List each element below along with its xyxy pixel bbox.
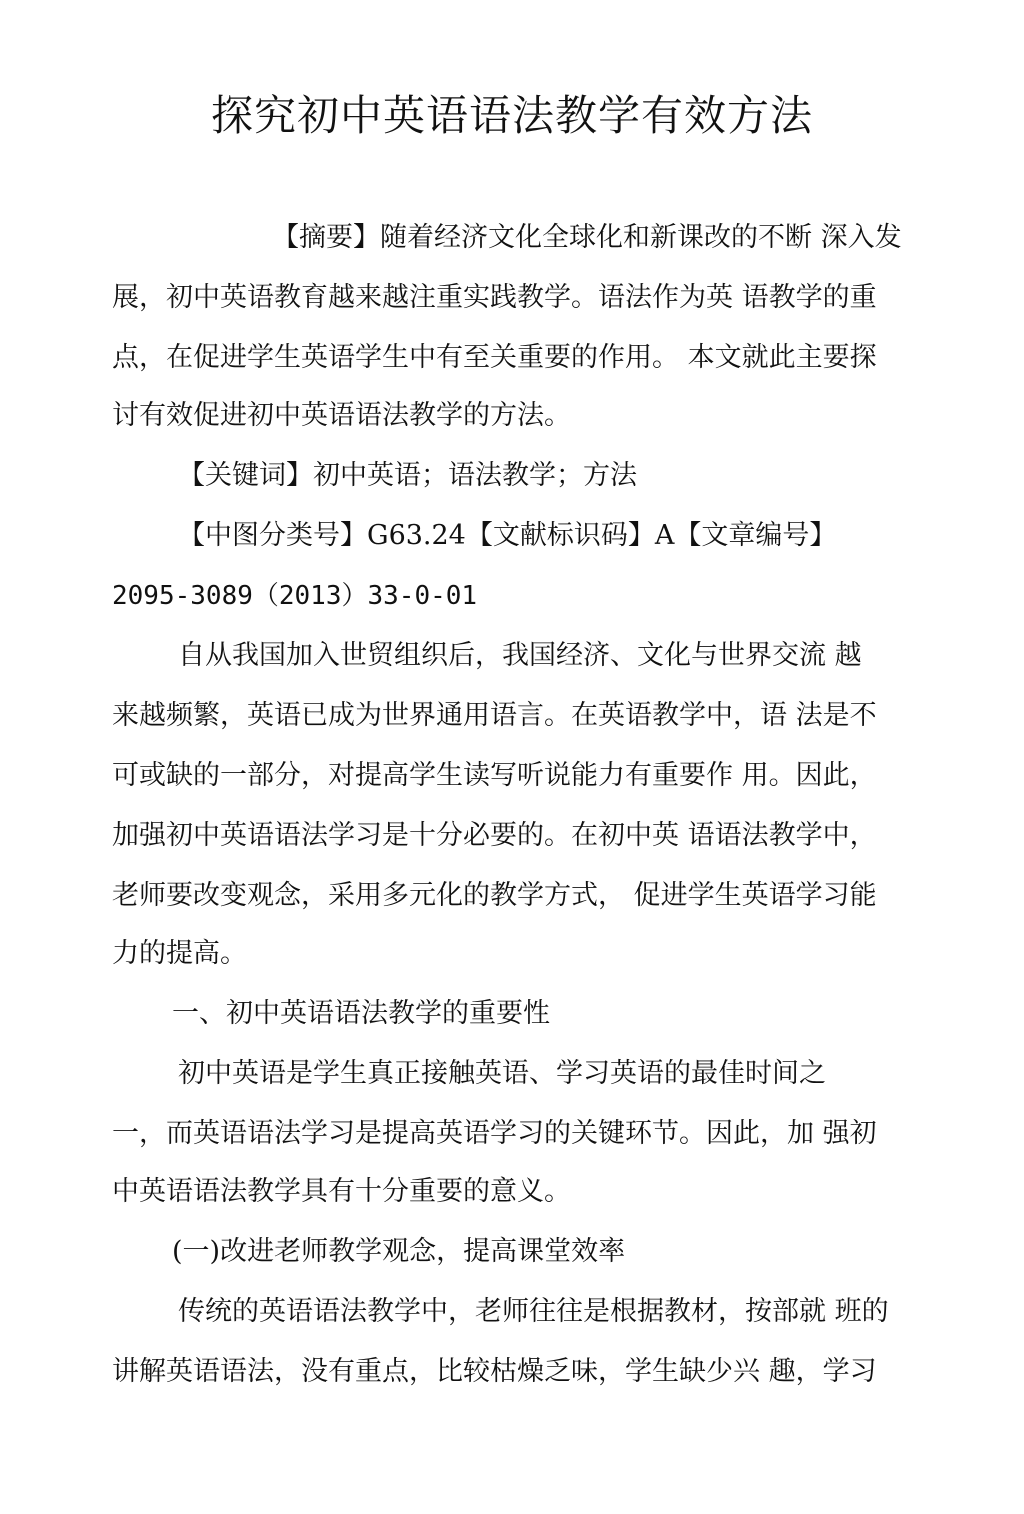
abstract-line-1: 【摘要】随着经济文化全球化和新课改的不断 深入发: [272, 222, 902, 253]
section-1-line-3: 中英语语法教学具有十分重要的意义。: [112, 1176, 571, 1207]
section-heading-1: 一、初中英语语法教学的重要性: [172, 998, 550, 1029]
subsection-1-line-2: 讲解英语语法，没有重点，比较枯燥乏味，学生缺少兴 趣，学习: [112, 1356, 877, 1387]
section-1-line-2: 一，而英语语法学习是提高英语学习的关键环节。因此，加 强初: [112, 1118, 877, 1149]
abstract-line-2: 展，初中英语教育越来越注重实践教学。语法作为英 语教学的重: [112, 282, 877, 313]
document-title: 探究初中英语语法教学有效方法: [210, 91, 813, 140]
keywords-line: 【关键词】初中英语；语法教学；方法: [178, 460, 637, 491]
intro-line-5: 老师要改变观念，采用多元化的教学方式， 促进学生英语学习能: [112, 880, 877, 911]
intro-line-4: 加强初中英语语法学习是十分必要的。在初中英 语语法教学中，: [112, 820, 877, 851]
section-1-line-1: 初中英语是学生真正接触英语、学习英语的最佳时间之: [178, 1058, 826, 1089]
abstract-line-3: 点，在促进学生英语学生中有至关重要的作用。 本文就此主要探: [112, 342, 877, 373]
intro-line-6: 力的提高。: [112, 938, 247, 969]
article-number-line: 2095-3089（2013）33-0-01: [112, 581, 478, 611]
subsection-1-line-1: 传统的英语语法教学中，老师往往是根据教材，按部就 班的: [178, 1296, 889, 1327]
subsection-heading-1: (一)改进老师教学观念，提高课堂效率: [172, 1236, 626, 1267]
intro-line-3: 可或缺的一部分，对提高学生读写听说能力有重要作 用。因此，: [112, 760, 877, 791]
classification-line: 【中图分类号】G63.24【文献标识码】A【文章编号】: [178, 520, 837, 551]
intro-line-2: 来越频繁，英语已成为世界通用语言。在英语教学中，语 法是不: [112, 700, 877, 731]
abstract-line-4: 讨有效促进初中英语语法教学的方法。: [112, 400, 571, 431]
intro-line-1: 自从我国加入世贸组织后，我国经济、文化与世界交流 越: [178, 640, 862, 671]
